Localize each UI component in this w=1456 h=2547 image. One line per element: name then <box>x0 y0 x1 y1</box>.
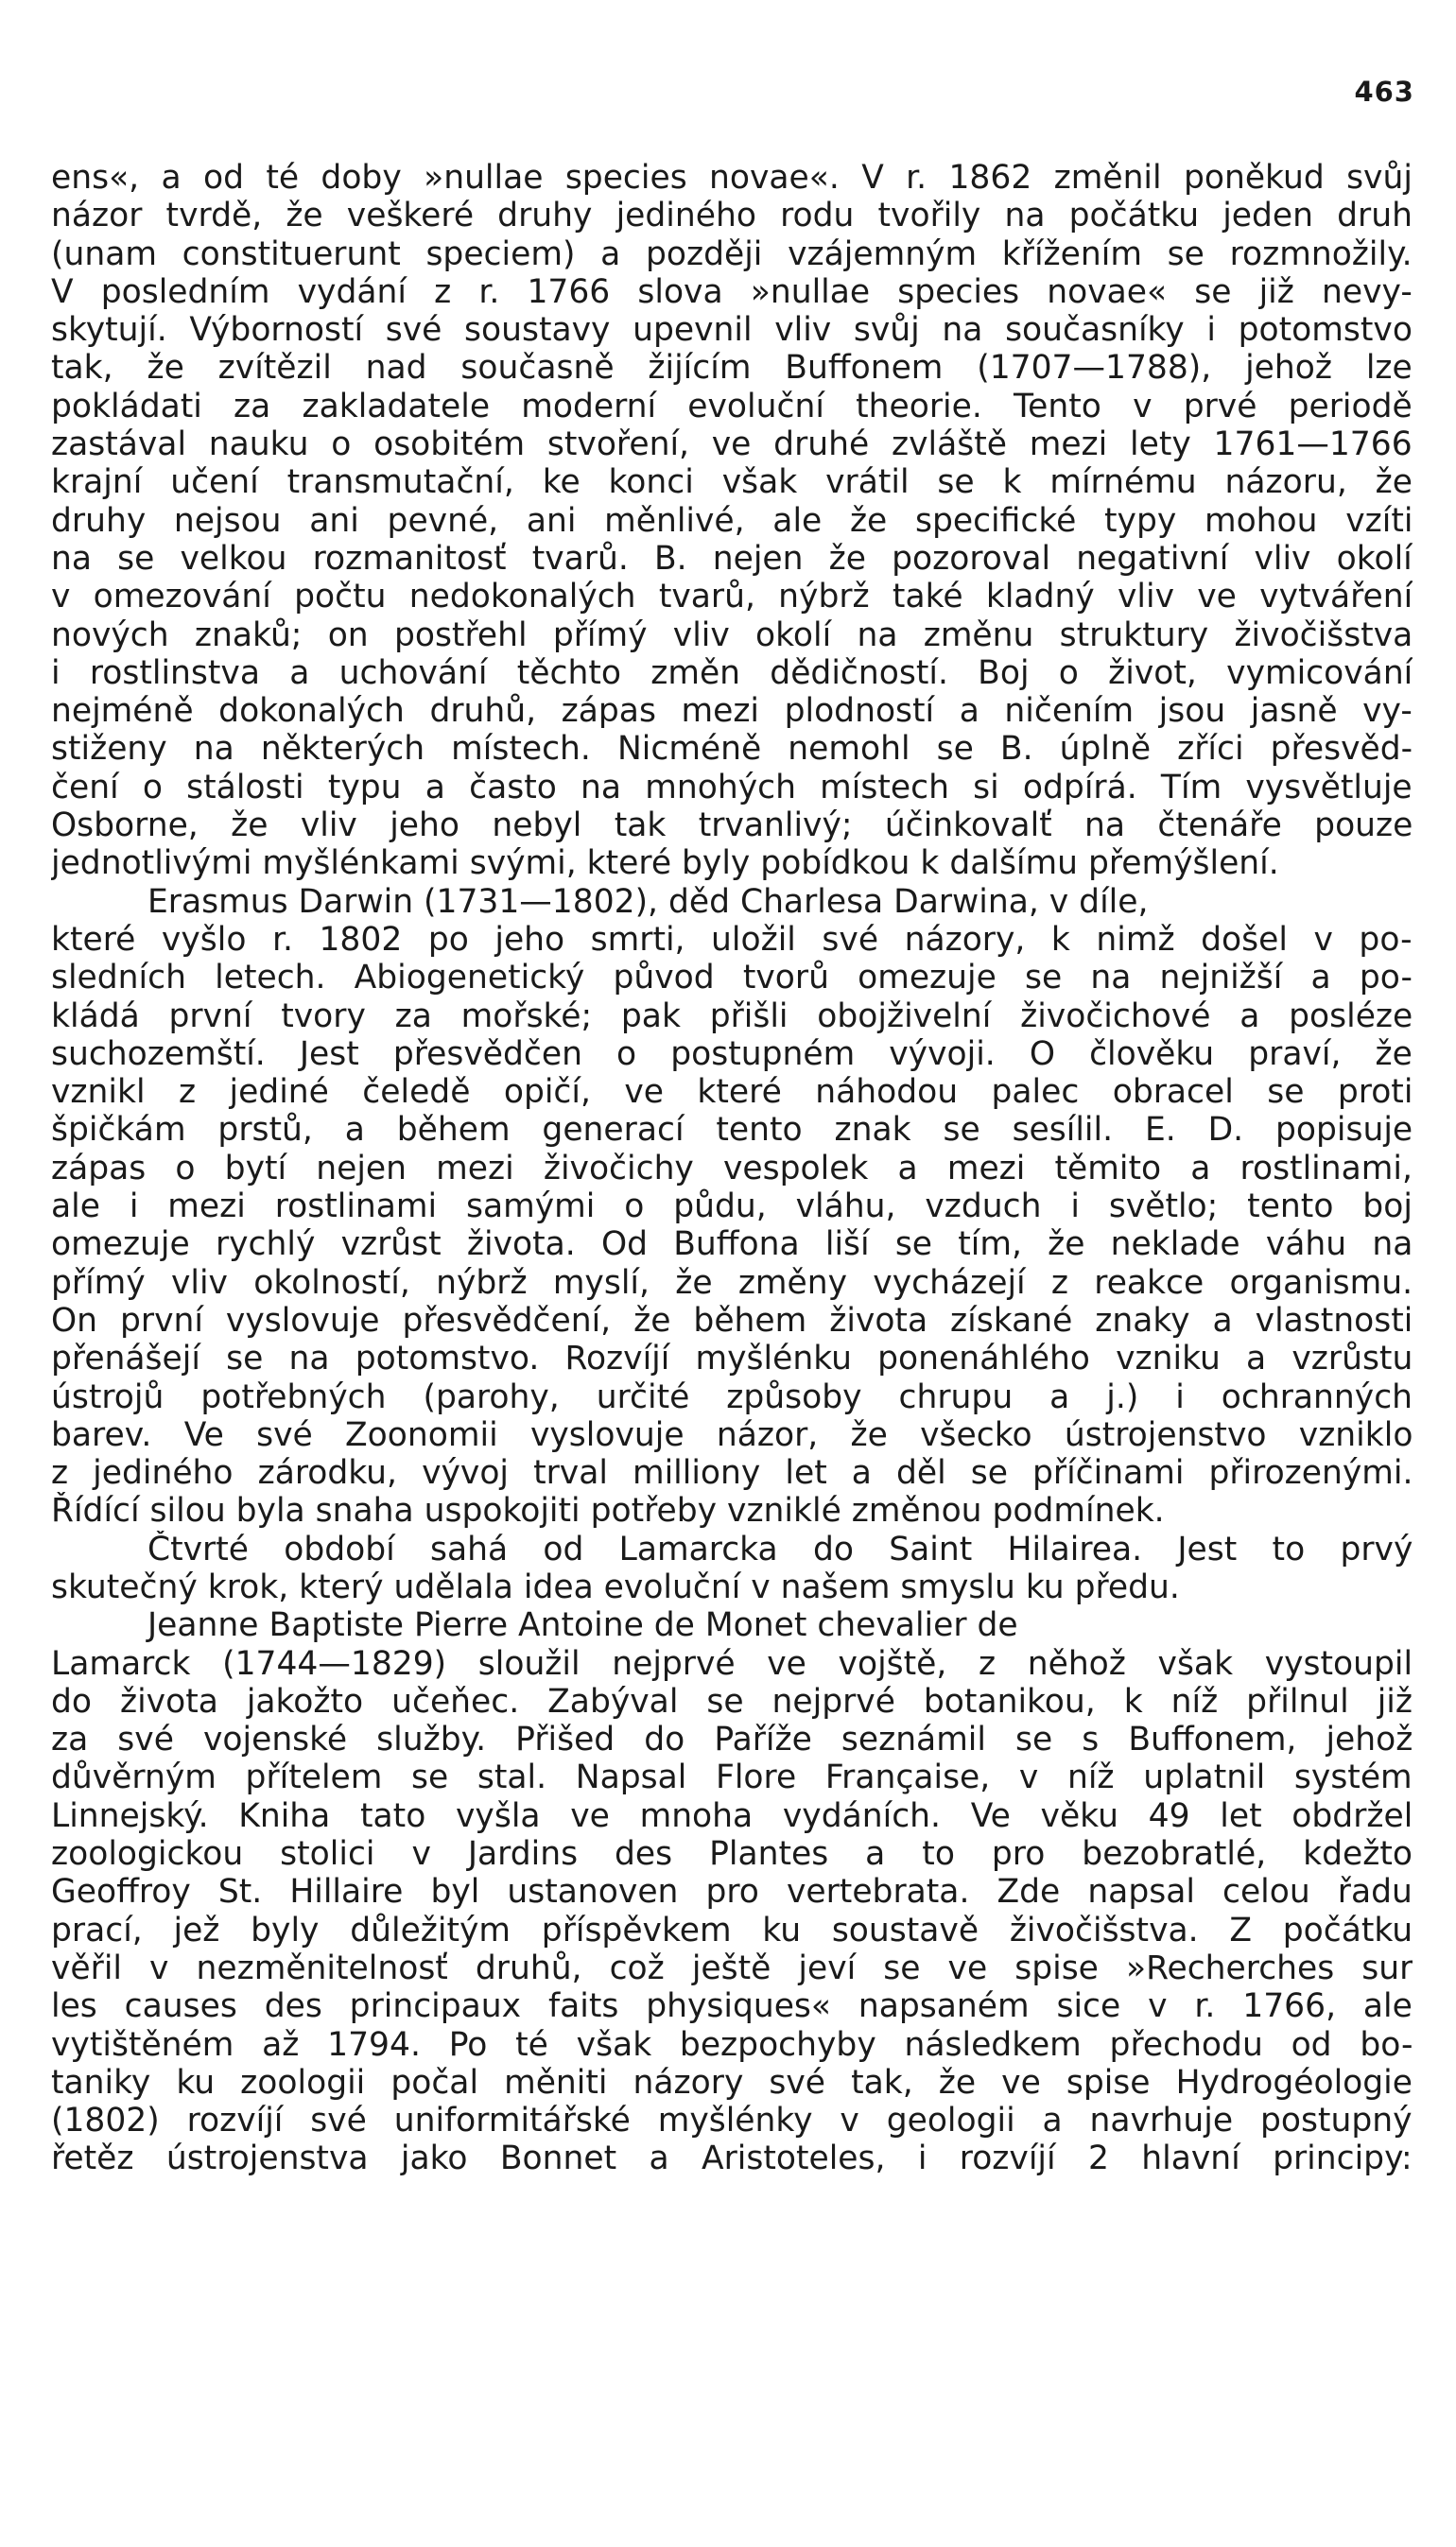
text-line: přenášejí se na potomstvo. Rozvíjí myšlénku ponenáhlého vzniku a vzrůstu <box>51 1340 1413 1378</box>
text-line: Osborne, že vliv jeho nebyl tak trvanlivý; účinkovalť na čtenáře pouze <box>51 806 1413 845</box>
text-line: les causes des principaux faits physiques« napsaném sice v r. 1766, ale <box>51 1987 1413 2026</box>
text-line: Čtvrté období sahá od Lamarcka do Saint Hilairea. Jest to prvý <box>147 1530 1413 1568</box>
text-line: věřil v nezměnitelnosť druhů, což ještě jeví se ve spise »Recherches sur <box>51 1949 1413 1987</box>
text-line: špičkám prstů, a během generací tento znak se sesílil. E. D. popisuje <box>51 1111 1413 1150</box>
text-line: Lamarck (1744—1829) sloužil nejprvé ve vojště, z něhož však vystoupil <box>51 1644 1413 1683</box>
text-line: skutečný krok, který udělala idea evoluční v našem smyslu ku předu. <box>51 1568 1180 1606</box>
text-line: (1802) rozvíjí své uniformitářské myšlénky v geologii a navrhuje postupný <box>51 2102 1413 2140</box>
text-line: řetěz ústrojenstva jako Bonnet a Aristoteles, i rozvíjí 2 hlavní principy: <box>51 2140 1413 2178</box>
text-line: na se velkou rozmanitosť tvarů. B. nejen že pozoroval negativní vliv okolí <box>51 539 1413 578</box>
text-line: ale i mezi rostlinami samými o půdu, vláhu, vzduch i světlo; tento boj <box>51 1187 1413 1226</box>
text-line: stiženy na některých místech. Nicméně nemohl se B. úplně zříci přesvěd- <box>51 730 1413 769</box>
text-line: druhy nejsou ani pevné, ani měnlivé, ale že specifické typy mohou vzíti <box>51 501 1413 540</box>
text-line: Erasmus Darwin (1731—1802), děd Charlesa Darwina, v díle, <box>147 882 1149 921</box>
text-line: kládá první tvory za mořské; pak přišli obojživelní živočichové a posléze <box>51 996 1413 1035</box>
text-line: V posledním vydání z r. 1766 slova »nullae species novae« se již nevy- <box>51 272 1413 311</box>
text-line: Jeanne Baptiste Pierre Antoine de Monet chevalier de <box>147 1606 1018 1645</box>
text-line: nejméně dokonalých druhů, zápas mezi plodností a ničením jsou jasně vy- <box>51 692 1413 731</box>
text-line: v omezování počtu nedokonalých tvarů, nýbrž také kladný vliv ve vytváření <box>51 578 1413 616</box>
text-line: nových znaků; on postřehl přímý vliv okolí na změnu struktury živočišstva <box>51 615 1413 654</box>
text-line: z jediného zárodku, vývoj trval milliony let a děl se příčinami přirozenými. <box>51 1454 1413 1493</box>
text-line: důvěrným přítelem se stal. Napsal Flore Française, v níž uplatnil systém <box>51 1759 1413 1797</box>
text-line: názor tvrdě, že veškeré druhy jediného rodu tvořily na počátku jeden druh <box>51 197 1413 235</box>
text-line: vytištěném až 1794. Po té však bezpochyby následkem přechodu od bo- <box>51 2025 1413 2064</box>
text-line: On první vyslovuje přesvědčení, že během života získané znaky a vlastnosti <box>51 1301 1413 1340</box>
text-line: zoologickou stolici v Jardins des Plantes a to pro bezobratlé, kdežto <box>51 1835 1413 1874</box>
text-line: Linnejský. Kniha tato vyšla ve mnoha vydáních. Ve věku 49 let obdržel <box>51 1796 1413 1835</box>
text-line: za své vojenské služby. Přišed do Paříže seznámil se s Buffonem, jehož <box>51 1721 1413 1759</box>
text-line: i rostlinstva a uchování těchto změn dědičností. Boj o život, vymicování <box>51 653 1413 692</box>
text-line: čení o stálosti typu a často na mnohých místech si odpírá. Tím vysvětluje <box>51 768 1413 806</box>
text-line: přímý vliv okolností, nýbrž myslí, že změny vycházejí z reakce organismu. <box>51 1263 1413 1302</box>
text-line: barev. Ve své Zoonomii vyslovuje názor, že všecko ústrojenstvo vzniklo <box>51 1415 1413 1454</box>
text-line: zápas o bytí nejen mezi živočichy vespolek a mezi těmito a rostlinami, <box>51 1149 1413 1187</box>
text-line: ústrojů potřebných (parohy, určité způsoby chrupu a j.) i ochranných <box>51 1377 1413 1416</box>
text-line: vznikl z jediné čeledě opičí, ve které náhodou palec obracel se proti <box>51 1073 1413 1112</box>
page-number: 463 <box>1354 76 1414 108</box>
text-line: sledních letech. Abiogenetický původ tvorů omezuje se na nejnižší a po- <box>51 959 1413 997</box>
text-line: omezuje rychlý vzrůst života. Od Buffona liší se tím, že neklade váhu na <box>51 1225 1413 1264</box>
text-line: jednotlivými myšlénkami svými, které byly pobídkou k dalšímu přemýšlení. <box>51 844 1279 883</box>
text-line: skytují. Výborností své soustavy upevnil vliv svůj na současníky i potomstvo <box>51 311 1413 350</box>
text-line: Geoffroy St. Hillaire byl ustanoven pro vertebrata. Zde napsal celou řadu <box>51 1873 1413 1912</box>
body-text <box>51 159 1413 2178</box>
text-line: tak, že zvítězil nad současně žijícím Buffonem (1707—1788), jehož lze <box>51 349 1413 388</box>
text-line: do života jakožto učeňec. Zabýval se nejprvé botanikou, k níž přilnul již <box>51 1682 1413 1721</box>
text-line: (unam constituerunt speciem) a později vzájemným křížením se rozmnožily. <box>51 234 1413 273</box>
text-line: krajní učení transmutační, ke konci však vrátil se k mírnému názoru, že <box>51 463 1413 502</box>
text-line: zastával nauku o osobitém stvoření, ve druhé zvláště mezi lety 1761—1766 <box>51 425 1413 464</box>
text-line: které vyšlo r. 1802 po jeho smrti, uložil své názory, k nimž došel v po- <box>51 920 1413 959</box>
text-line: taniky ku zoologii počal měniti názory své tak, že ve spise Hydrogéologie <box>51 2063 1413 2102</box>
text-line: ens«, a od té doby »nullae species novae«. V r. 1862 změnil poněkud svůj <box>51 159 1413 197</box>
text-line: prací, jež byly důležitým příspěvkem ku soustavě živočišstva. Z počátku <box>51 1911 1413 1949</box>
text-line: Řídící silou byla snaha uspokojiti potřeby vzniklé změnou podmínek. <box>51 1492 1165 1531</box>
text-line: suchozemští. Jest přesvědčen o postupném vývoji. O člověku praví, že <box>51 1034 1413 1073</box>
text-line: pokládati za zakladatele moderní evoluční theorie. Tento v prvé periodě <box>51 387 1413 425</box>
